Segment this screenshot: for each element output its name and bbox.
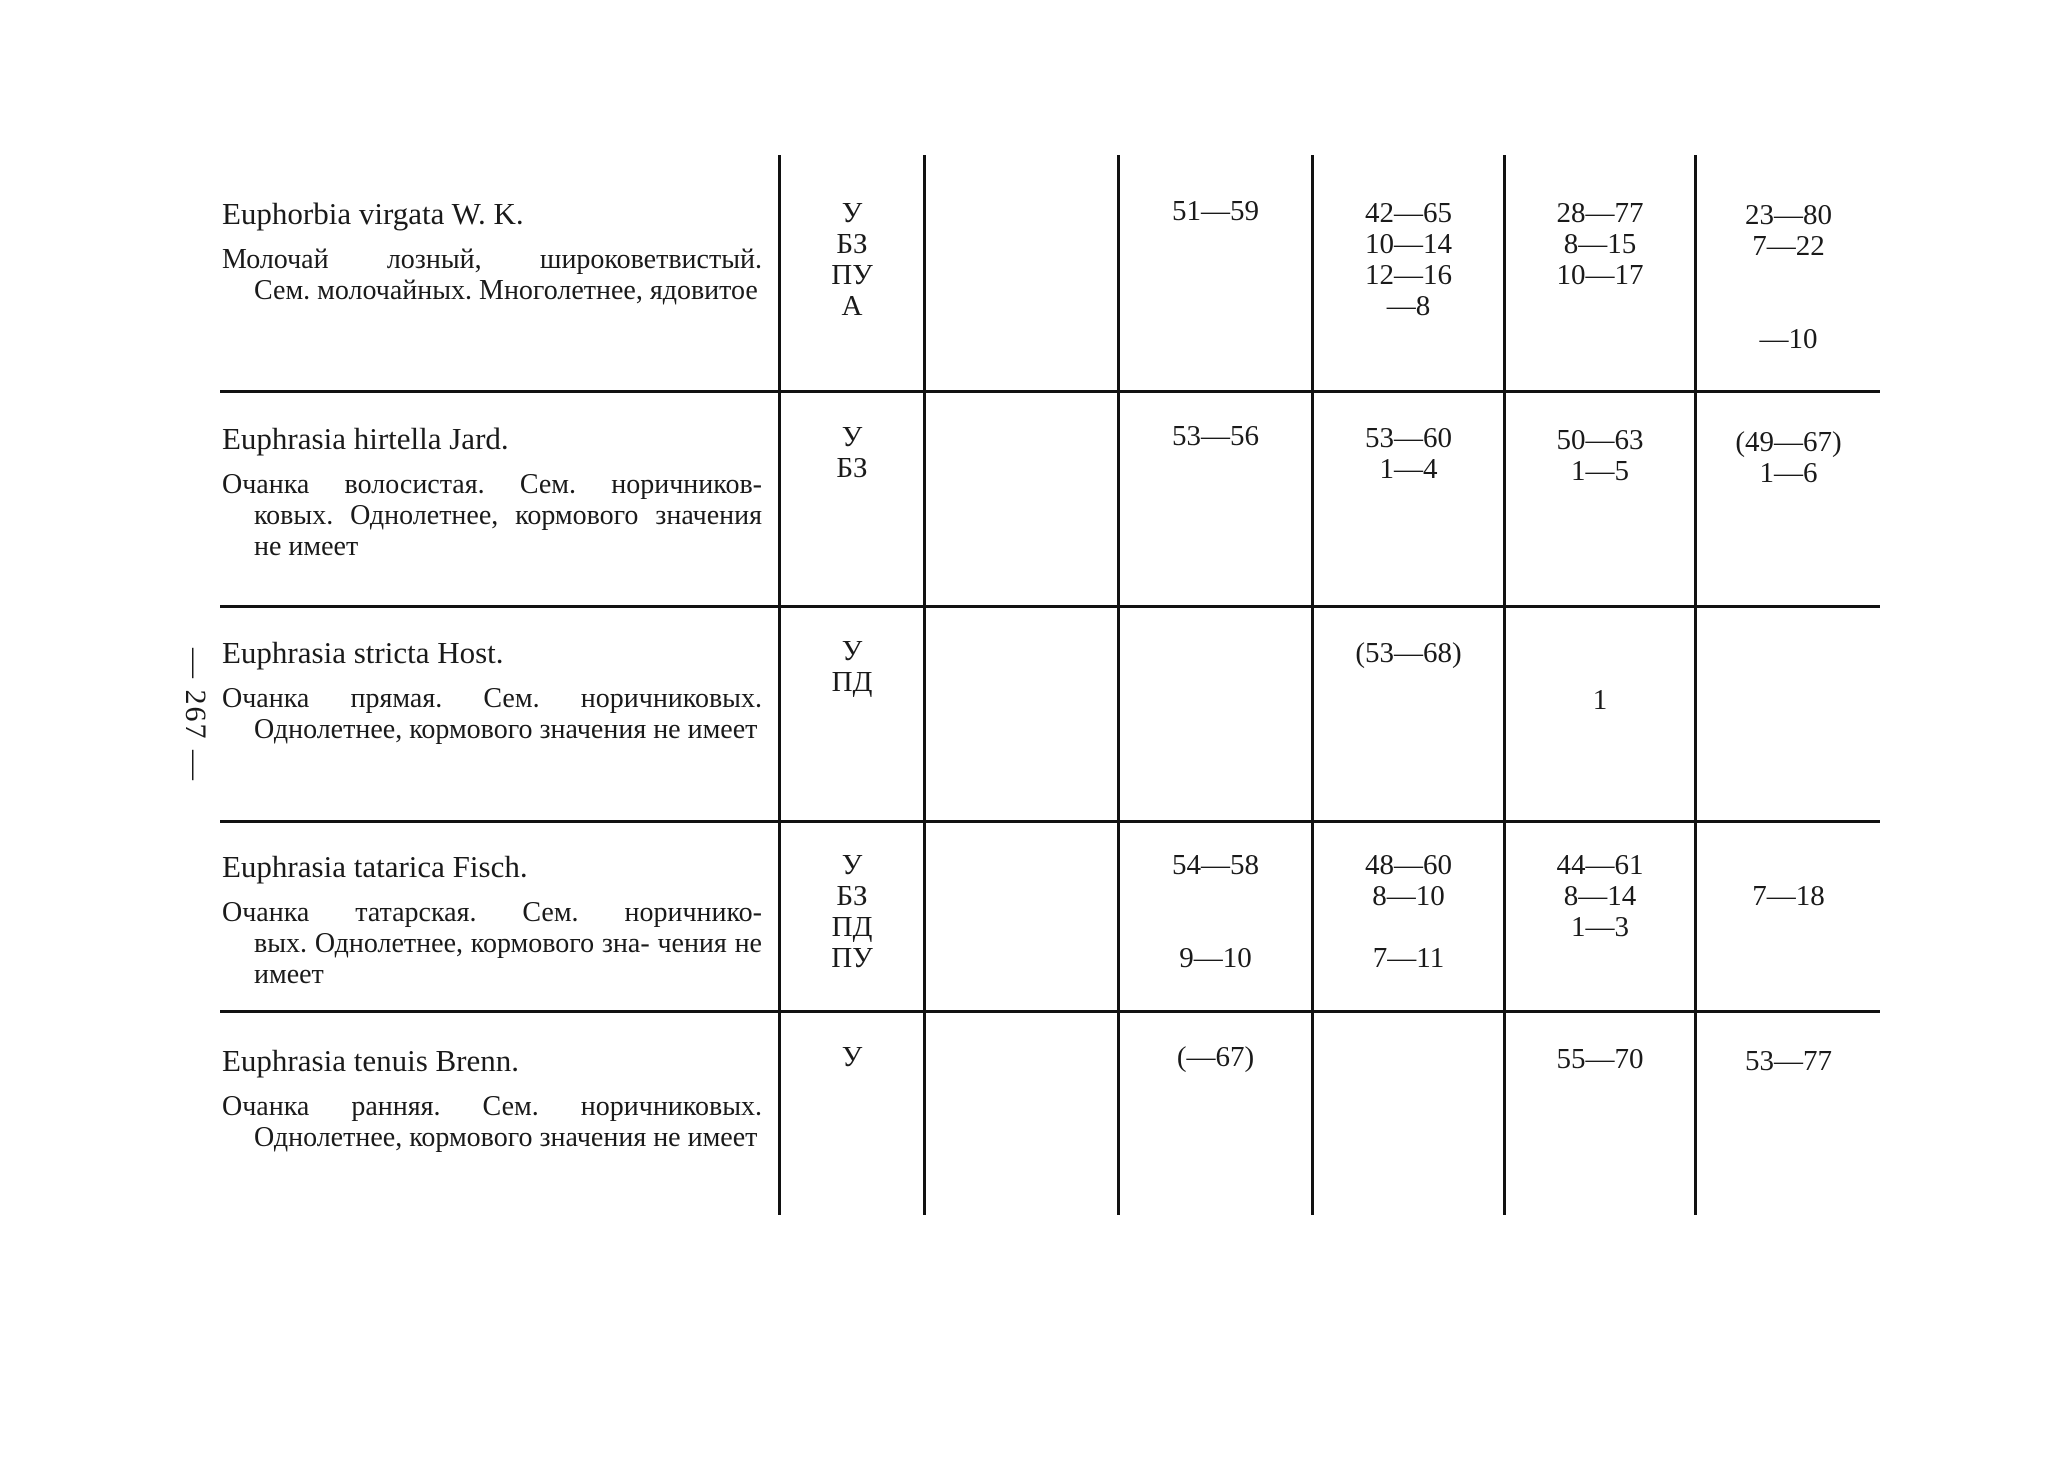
row-separator <box>220 390 1880 393</box>
value-cell-col6: 53—77 <box>1745 1045 1832 1077</box>
species-latin-name: Euphorbia virgata W. K. <box>222 196 524 231</box>
species-description: Очанка татарская. Сем. норичнико- вых. Однолетнее, кормового зна- чения не имеет <box>222 897 762 990</box>
value-cell-col3: (—67) <box>1176 1041 1255 1073</box>
value-cell-col3: 53—56 <box>1172 420 1259 452</box>
value-cell-col5: 50—63 1—5 <box>1556 424 1644 487</box>
page-number: — 267 — <box>179 648 212 782</box>
zone-codes: У БЗ <box>836 421 868 484</box>
value-cell-col5: 44—61 8—14 1—3 <box>1556 849 1644 943</box>
value-cell-col6: (49—67) 1—6 <box>1735 426 1842 489</box>
value-cell-col4: 48—60 8—10 7—11 <box>1365 849 1452 974</box>
value-cell-col5: 55—70 <box>1556 1043 1644 1075</box>
row-separator <box>220 820 1880 823</box>
species-latin-name: Euphrasia tatarica Fisch. <box>222 849 528 884</box>
species-description: Очанка ранняя. Сем. норичниковых. Однолетнее, кормового значения не имеет <box>222 1091 762 1153</box>
species-description: Молочай лозный, широковетвистый. Сем. молочайных. Многолетнее, ядовитое <box>222 244 762 306</box>
species-latin-name: Euphrasia tenuis Brenn. <box>222 1043 520 1078</box>
value-cell-col3: 54—58 9—10 <box>1172 849 1259 974</box>
species-description: Очанка волосистая. Сем. норичников- ковых. Однолетнее, кормового значения не имеет <box>222 469 762 562</box>
value-cell-col5: 28—77 8—15 10—17 <box>1556 197 1644 291</box>
zone-codes: У БЗ ПД ПУ <box>831 849 873 974</box>
row-separator <box>220 1010 1880 1013</box>
value-cell-col3: 51—59 <box>1172 195 1259 227</box>
species-latin-name: Euphrasia stricta Host. <box>222 635 504 670</box>
value-cell-col6: 23—80 7—22 —10 <box>1745 199 1832 355</box>
row-separator <box>220 605 1880 608</box>
value-cell-col5: 1 <box>1592 684 1608 716</box>
species-latin-name: Euphrasia hirtella Jard. <box>222 421 509 456</box>
value-cell-col4: 53—60 1—4 <box>1365 422 1452 485</box>
zone-codes: У <box>841 1041 863 1073</box>
zone-codes: У ПД <box>831 635 873 698</box>
value-cell-col4: (53—68) <box>1355 637 1462 669</box>
value-cell-col4: 42—65 10—14 12—16 —8 <box>1365 197 1452 322</box>
zone-codes: У БЗ ПУ А <box>831 197 873 322</box>
species-description: Очанка прямая. Сем. норичниковых. Однолетнее, кормового значения не имеет <box>222 683 762 745</box>
value-cell-col6: 7—18 <box>1752 880 1825 912</box>
column-rule <box>923 155 926 1215</box>
